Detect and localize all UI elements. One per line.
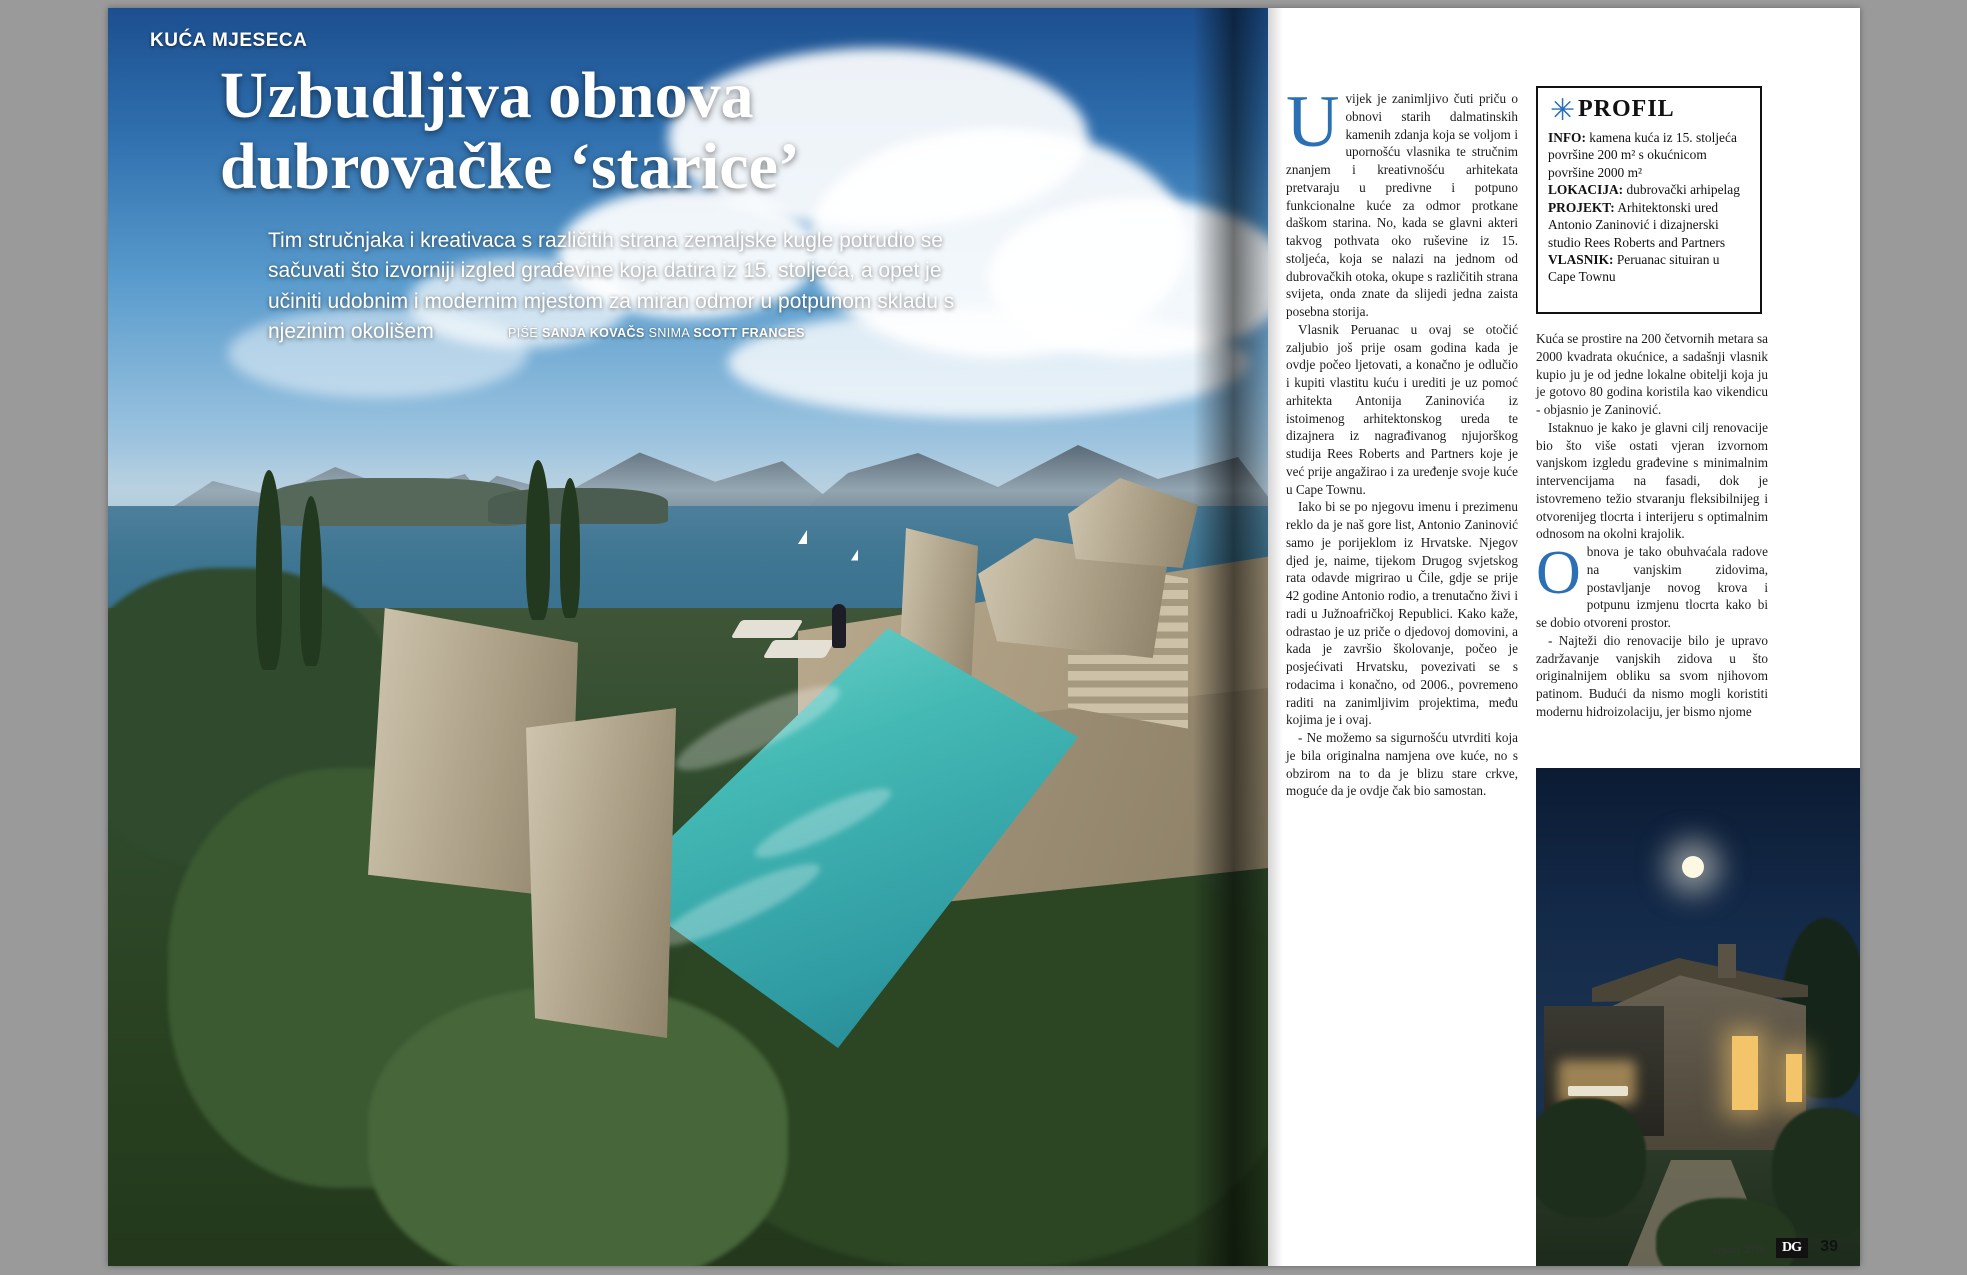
byline-photographer: SCOTT FRANCES	[693, 326, 805, 340]
headline-line-1: Uzbudljiva obnova	[220, 59, 754, 132]
profile-label: INFO:	[1548, 130, 1586, 145]
cypress-tree	[526, 460, 550, 620]
page-footer	[1268, 1234, 1860, 1256]
stone-ruin-wall	[526, 708, 676, 1038]
star-icon: ✳	[1550, 94, 1576, 127]
body-column-1	[1286, 81, 1518, 800]
page-number: 39	[1820, 1238, 1838, 1255]
profile-box	[1536, 86, 1762, 314]
profile-title: PROFIL	[1578, 96, 1675, 122]
byline-photo-label: SNIMA	[644, 326, 694, 340]
lit-window	[1786, 1054, 1802, 1102]
profile-row	[1548, 252, 1719, 284]
person	[832, 604, 846, 648]
magazine-logo: DG	[1776, 1238, 1808, 1258]
sun-lounger	[731, 620, 803, 638]
cypress-tree	[256, 470, 282, 670]
page-title	[220, 60, 1050, 203]
dropcap-o: O	[1536, 539, 1581, 607]
night-photo	[1536, 768, 1860, 1266]
headline-line-2: dubrovačke ‘starice’	[220, 130, 800, 204]
article-deck: Tim stručnjaka i kreativaca s različitih strana zemaljske kugle potrudio se sačuvati što izvorniji izgled građevine koja datira iz 15. stoljeća, a opet je učiniti udobnim i modernim mjestom za miran odmor u potpunom skladu s njezinim okolišem	[268, 229, 955, 344]
profile-value: kamena kuća iz 15. stoljeća površine 200 m² s okućnicom površine 2000 m²	[1548, 130, 1737, 180]
profile-value: Arhitektonski ured Antonio Zaninović i dizajnerski studio Rees Roberts and Partners	[1548, 199, 1726, 250]
issue-date: srpanj 2016.	[1713, 1244, 1768, 1256]
profile-label: VLASNIK:	[1548, 251, 1614, 267]
byline-write-label: PIŠE	[508, 326, 542, 340]
kicker: KUĆA MJESECA	[150, 30, 308, 51]
body-paragraph: bnova je tako obuhvaćala radove na vanjskim zidovima, postavljanje novog krova i potpunu izmjenu tlocrta kako bi se dobio otvoreni prostor.	[1536, 544, 1768, 630]
profile-label: PROJEKT:	[1548, 199, 1615, 215]
bush	[1536, 1098, 1646, 1218]
profile-body	[1548, 129, 1750, 286]
cypress-tree	[560, 478, 580, 618]
profile-value: Peruanac situiran u Cape Townu	[1548, 251, 1720, 285]
magazine-spread	[108, 8, 1860, 1266]
right-page	[1268, 8, 1860, 1266]
body-paragraph: Istaknuo je kako je glavni cilj renovacije bio što više ostati vjeran izvornom vanjskom izgledu građevine s minimalnim intervencijama na fasadi, dok je istovremeno težio stvaranju fleksibilnijeg i otvorenijeg tlocrta i interijeru s optimalnim odnosom na okolni krajolik.	[1536, 419, 1768, 542]
profile-row	[1548, 130, 1737, 180]
body-paragraph: - Ne možemo sa sigurnošću utvrditi koja je bila originalna namjena ove kuće, no s obzirom na to da je blizu stare crkve, moguće da je ovdje čak bio samostan.	[1286, 730, 1518, 799]
profile-value: dubrovački arhipelag	[1623, 182, 1740, 198]
profile-row	[1548, 182, 1740, 197]
byline	[508, 326, 805, 340]
body-paragraph: Kuća se prostire na 200 četvornih metara sa 2000 kvadrata okućnice, a sadašnji vlasnik kupio ju je od jedne lokalne obitelji koja ju je gotovo 80 godina koristila kao vikendicu - objasnio je Zaninović.	[1536, 331, 1768, 417]
body-column-2	[1536, 330, 1768, 721]
body-paragraph: - Najteži dio renovacije bilo je upravo zadržavanje vanjskih zidova u što originalnijem obliku sa svom njihovom patinom. Budući da nismo mogli koristiti modernu hidroizolaciju, jer bismo njome	[1536, 632, 1768, 719]
outdoor-table	[1568, 1086, 1628, 1096]
lit-window	[1732, 1036, 1758, 1110]
byline-author: SANJA KOVAČS	[541, 326, 645, 340]
dropcap-u: U	[1286, 81, 1340, 163]
body-paragraph: Iako bi se po njegovu imenu i prezimenu reklo da je naš gore list, Antonio Zaninović samo je porijeklom iz Hrvatske. Njegov djed je, naime, tijekom Drugog svjetskog rata odavde migrirao u Čile, gdje se prije 42 godine Antonio rodio, a trenutačno živi i radi u Južnoafričkoj Republici. Kako kaže, odrastao je uz priče o djedovoj domovini, a kada je završio školovanje, počeo je posjećivati Hrvatsku, povezivati se s rodacima i konačno, od 2006., povremeno raditi na zanimljivim projektima, među kojima je i ovaj.	[1286, 499, 1518, 728]
profile-row	[1548, 200, 1725, 250]
profile-label: LOKACIJA:	[1548, 182, 1624, 198]
body-paragraph: vijek je zanimljivo čuti priču o obnovi starih dalmatinskih kamenih zdanja koja se voljom i upornošću vlasnika te stručnim znanjem i kreativnošću arhitekata pretvaraju u predivne i potpuno funkcionalne kuće za odmor protkane daškom starina. No, kada se glavni akteri takvog pothvata oko ruševine iz 15. stoljeća, koja se nalazi na jednom od dubrovačkih otoka, okupe s različitih strana svijeta, onda znate da slijedi jedna zaista posebna storija.	[1286, 91, 1518, 319]
chimney	[1718, 944, 1736, 978]
moon	[1682, 856, 1704, 878]
left-page	[108, 8, 1268, 1266]
body-paragraph: Vlasnik Peruanac u ovaj se otočić zaljubio još prije osam godina kada je ovdje počeo ljetovati, a konačno je odlučio i kupiti vlastitu kuću i urediti je uz pomoć arhitekta Antonija Zaninovića iz istoimenog arhitektonskog ureda te dizajnera iz nagrađivanog njujorškog studija Rees Roberts and Partners koje je već prije angažirao i za uređenje svoje kuće u Cape Townu.	[1286, 321, 1518, 497]
sun-lounger	[763, 640, 835, 658]
cypress-tree	[300, 496, 322, 666]
